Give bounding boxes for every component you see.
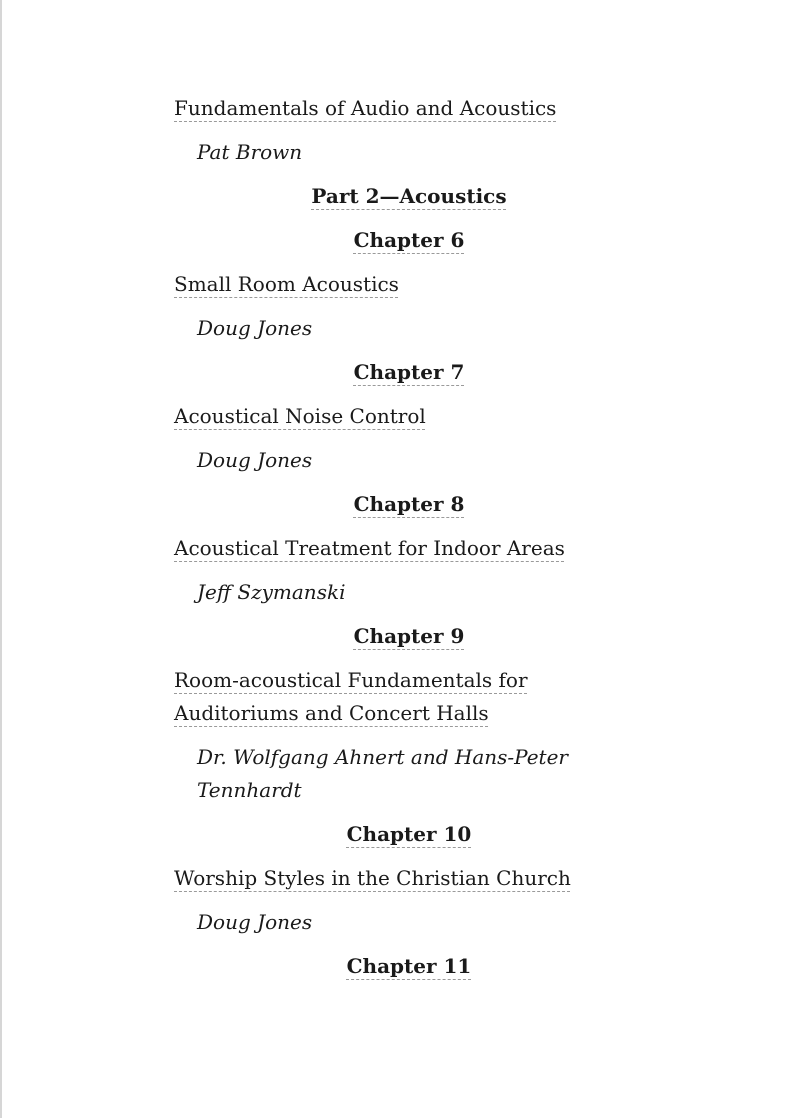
toc-heading-chapter-10[interactable] <box>174 818 644 851</box>
toc-link[interactable]: Chapter 10 <box>346 822 472 846</box>
toc-link[interactable]: Chapter 11 <box>346 954 472 978</box>
toc-heading-chapter-8[interactable] <box>174 488 644 521</box>
toc-entry-worship-styles[interactable] <box>174 862 644 895</box>
toc-link[interactable]: Acoustical Treatment for Indoor Areas <box>174 536 565 560</box>
toc-link[interactable]: Worship Styles in the Christian Church <box>174 866 571 890</box>
toc-link[interactable]: Chapter 8 <box>353 492 465 516</box>
toc-heading-chapter-7[interactable] <box>174 356 644 389</box>
toc-entry-fundamentals-of-audio-and-acoustics[interactable] <box>174 92 644 125</box>
table-of-contents <box>174 92 644 994</box>
toc-author-jeff-szymanski: Jeff Szymanski <box>197 580 346 604</box>
toc-entry-acoustical-noise-control[interactable] <box>174 400 644 433</box>
toc-heading-part-2[interactable] <box>174 180 644 213</box>
page-left-edge <box>0 0 2 1118</box>
toc-link[interactable]: Chapter 7 <box>353 360 465 384</box>
toc-link[interactable]: Chapter 9 <box>353 624 465 648</box>
toc-author-doug-jones: Doug Jones <box>197 316 313 340</box>
toc-heading-chapter-11[interactable] <box>174 950 644 983</box>
toc-link[interactable]: Small Room Acoustics <box>174 272 399 296</box>
toc-author-doug-jones: Doug Jones <box>197 910 313 934</box>
toc-author-pat-brown: Pat Brown <box>197 140 303 164</box>
toc-author-doug-jones: Doug Jones <box>197 448 313 472</box>
toc-heading-chapter-6[interactable] <box>174 224 644 257</box>
toc-entry-acoustical-treatment[interactable] <box>174 532 644 565</box>
toc-link[interactable]: Acoustical Noise Control <box>174 404 426 428</box>
toc-link[interactable]: Room-acoustical Fundamentals for Auditoriums and Concert Halls <box>174 668 528 725</box>
toc-link[interactable]: Chapter 6 <box>353 228 465 252</box>
toc-entry-small-room-acoustics[interactable] <box>174 268 644 301</box>
toc-author-ahnert-tennhardt: Dr. Wolfgang Ahnert and Hans-Peter Tennhardt <box>197 745 568 802</box>
toc-entry-room-acoustical-fundamentals[interactable] <box>174 664 644 730</box>
toc-link[interactable]: Fundamentals of Audio and Acoustics <box>174 96 557 120</box>
toc-heading-chapter-9[interactable] <box>174 620 644 653</box>
toc-link[interactable]: Part 2—Acoustics <box>311 184 507 208</box>
